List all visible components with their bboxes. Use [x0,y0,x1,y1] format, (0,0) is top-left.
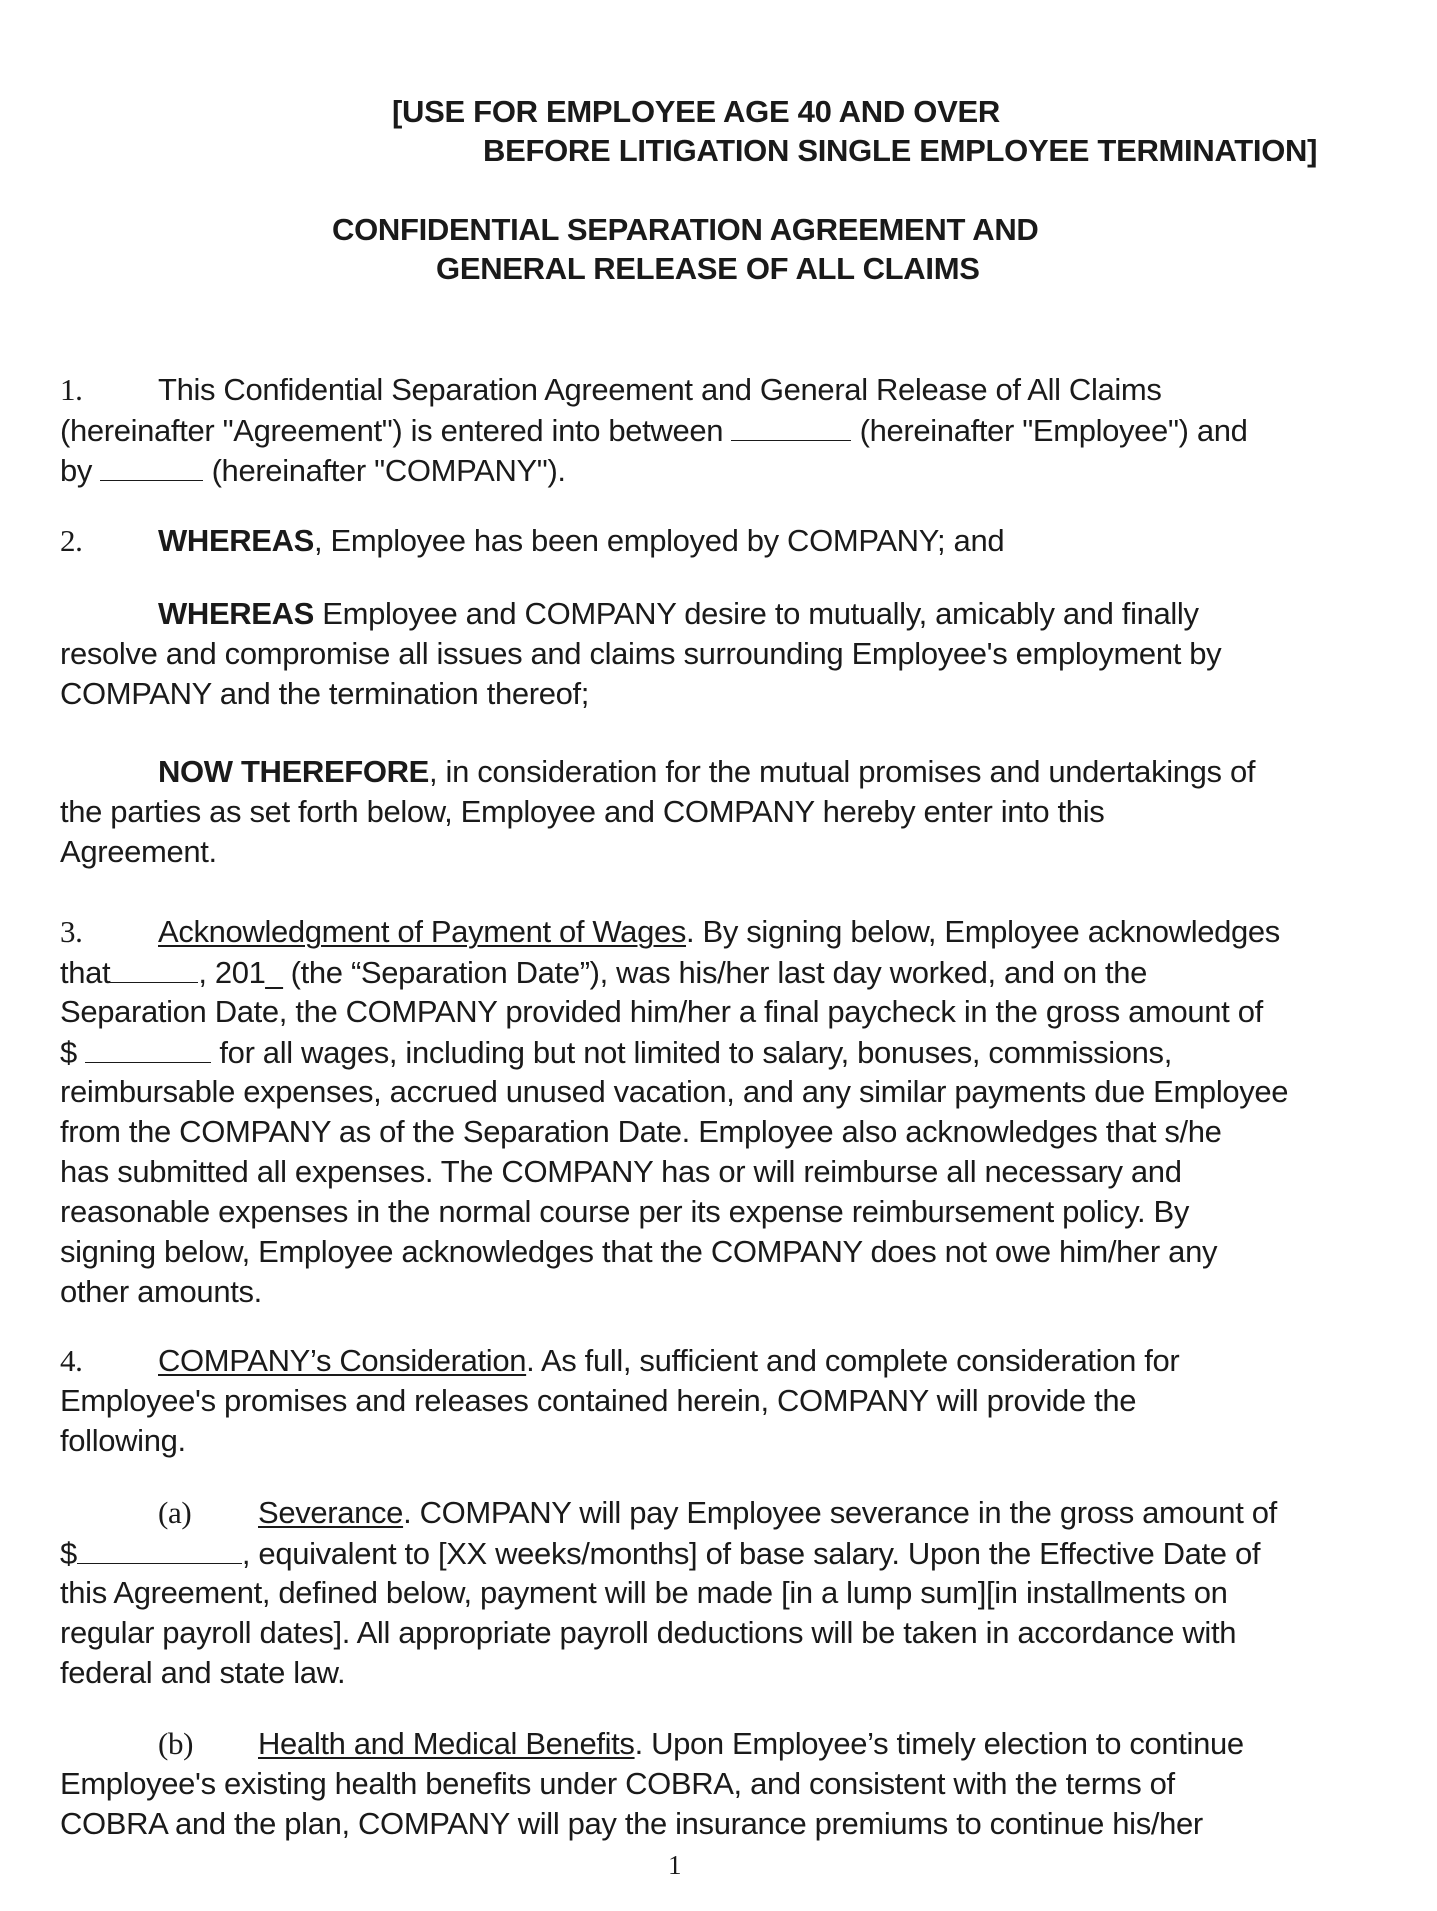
paragraph-whereas [60,594,1360,714]
paragraph-4 [60,1341,1360,1461]
paragraph-number: 1. [60,372,83,407]
separation-date-blank[interactable] [110,952,198,983]
paragraph-text: this Agreement, defined below, payment will be made [in a lump sum][in installments on [60,1575,1228,1610]
paycheck-amount-blank[interactable] [85,1032,211,1063]
paragraph-text: Separation Date, the COMPANY provided him/her a final paycheck in the gross amount of [60,994,1263,1029]
title-line-1: CONFIDENTIAL SEPARATION AGREEMENT AND [332,212,1039,247]
paragraph-number: 3. [60,914,83,949]
paragraph-text: regular payroll dates]. All appropriate payroll deductions will be taken in accordance with [60,1615,1237,1650]
paragraph-number: 4. [60,1343,83,1378]
paragraph-text: federal and state law. [60,1655,346,1690]
paragraph-text: Agreement. [60,834,217,869]
paragraph-text: . Upon Employee’s timely election to continue [634,1726,1244,1761]
paragraph-2 [60,521,1360,561]
employee-name-blank[interactable] [731,410,851,441]
paragraph-text: COMPANY and the termination thereof; [60,676,590,711]
paragraph-text: , in consideration for the mutual promises and undertakings of [429,754,1256,789]
paragraph-1 [60,370,1360,490]
paragraph-text: , 201_ (the “Separation Date”), was his/her last day worked, and on the [198,955,1148,990]
page-number: 1 [668,1850,682,1880]
paragraph-text: . By signing below, Employee acknowledges [686,914,1280,949]
subparagraph-label: (a) [158,1495,192,1530]
bold-term: NOW THEREFORE [158,754,429,789]
company-name-blank[interactable] [100,450,203,481]
bold-term: WHEREAS [158,596,315,631]
paragraph-text: by [60,453,101,488]
section-heading: Acknowledgment of Payment of Wages [158,914,686,949]
bold-term: WHEREAS [158,523,315,558]
paragraph-number: 2. [60,523,83,558]
paragraph-text: . COMPANY will pay Employee severance in the gross amount of [403,1495,1277,1530]
section-heading: COMPANY’s Consideration [158,1343,527,1378]
paragraph-text: $ [60,1536,77,1571]
paragraph-text: (hereinafter "COMPANY"). [203,453,566,488]
paragraph-text: (hereinafter "Employee") and [851,413,1248,448]
paragraph-text: for all wages, including but not limited to salary, bonuses, commissions, [211,1035,1172,1070]
paragraph-text: reimbursable expenses, accrued unused vacation, and any similar payments due Employee [60,1074,1289,1109]
header-line-2: BEFORE LITIGATION SINGLE EMPLOYEE TERMINATION] [483,133,1318,168]
paragraph-text: . As full, sufficient and complete consideration for [526,1343,1180,1378]
paragraph-3 [60,912,1360,1312]
paragraph-text: reasonable expenses in the normal course per its expense reimbursement policy. By [60,1194,1190,1229]
paragraph-4a [60,1493,1360,1693]
paragraph-text: $ [60,1035,86,1070]
paragraph-text: other amounts. [60,1274,262,1309]
paragraph-now-therefore [60,752,1360,872]
paragraph-4b [60,1724,1360,1844]
paragraph-text: has submitted all expenses. The COMPANY has or will reimburse all necessary and [60,1154,1182,1189]
header-line-1: [USE FOR EMPLOYEE AGE 40 AND OVER [392,94,1000,129]
section-heading: Severance [258,1495,404,1530]
paragraph-text: Employee's promises and releases contained herein, COMPANY will provide the [60,1383,1137,1418]
paragraph-text: resolve and compromise all issues and claims surrounding Employee's employment by [60,636,1222,671]
paragraph-text: signing below, Employee acknowledges that the COMPANY does not owe him/her any [60,1234,1218,1269]
paragraph-text: , Employee has been employed by COMPANY; and [314,523,1005,558]
paragraph-text: Employee's existing health benefits under COBRA, and consistent with the terms of [60,1766,1175,1801]
paragraph-text: that [60,955,111,990]
paragraph-text: the parties as set forth below, Employee and COMPANY hereby enter into this [60,794,1105,829]
paragraph-text: following. [60,1423,186,1458]
paragraph-text: This Confidential Separation Agreement and General Release of All Claims [158,372,1162,407]
paragraph-text: Employee and COMPANY desire to mutually, amicably and finally [314,596,1199,631]
title-line-2: GENERAL RELEASE OF ALL CLAIMS [436,251,980,286]
paragraph-text: COBRA and the plan, COMPANY will pay the insurance premiums to continue his/her [60,1806,1203,1841]
subparagraph-label: (b) [158,1726,194,1761]
paragraph-text: from the COMPANY as of the Separation Date. Employee also acknowledges that s/he [60,1114,1222,1149]
section-heading: Health and Medical Benefits [258,1726,635,1761]
severance-amount-blank[interactable] [77,1533,242,1564]
paragraph-text: (hereinafter "Agreement") is entered into between [60,413,732,448]
paragraph-text: , equivalent to [XX weeks/months] of base salary. Upon the Effective Date of [241,1536,1261,1571]
